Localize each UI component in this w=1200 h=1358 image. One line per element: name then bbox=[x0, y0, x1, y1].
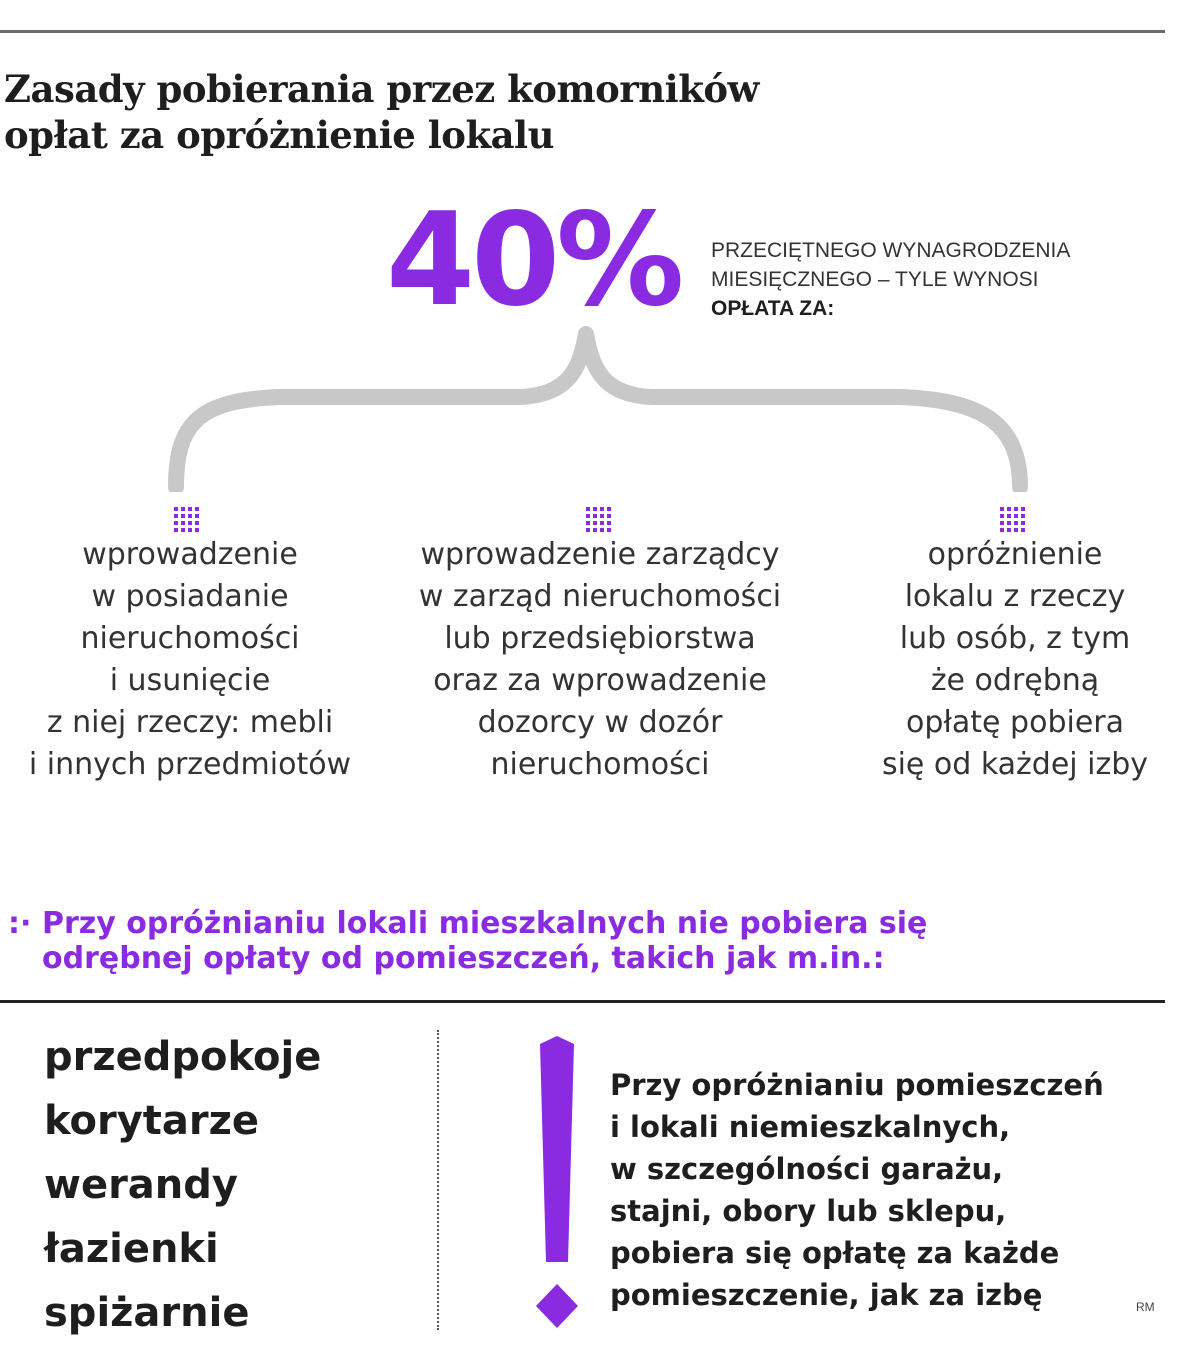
warning-line: pobiera się opłatę za każde bbox=[610, 1236, 1060, 1270]
residential-note bbox=[8, 906, 1158, 976]
column-line: z niej rzeczy: mebli bbox=[46, 705, 334, 740]
headline-percent: 40% bbox=[386, 186, 681, 335]
list-item: werandy bbox=[44, 1162, 238, 1208]
column-line: i innych przedmiotów bbox=[28, 747, 352, 782]
column-line: wprowadzenie zarządcy bbox=[420, 537, 780, 572]
fee-column-1 bbox=[0, 534, 380, 786]
headline-desc-line-2: MIESIĘCZNEGO – TYLE WYNOSI bbox=[711, 268, 1039, 291]
fee-column-2 bbox=[390, 534, 810, 786]
column-line: oraz za wprowadzenie bbox=[433, 663, 767, 698]
column-line: i usunięcie bbox=[109, 663, 271, 698]
warning-line: w szczególności garażu, bbox=[610, 1152, 1004, 1186]
dotted-divider bbox=[437, 1030, 439, 1330]
column-line: nieruchomości bbox=[80, 621, 300, 656]
page-title bbox=[4, 66, 904, 158]
section-divider bbox=[0, 1000, 1165, 1003]
column-line: się od każdej izby bbox=[881, 747, 1149, 782]
list-item: przedpokoje bbox=[44, 1034, 322, 1080]
non-residential-warning bbox=[610, 1064, 1170, 1316]
warning-line: pomieszczenie, jak za izbę bbox=[610, 1278, 1043, 1312]
list-item: korytarze bbox=[44, 1098, 260, 1144]
column-line: że odrębną bbox=[930, 663, 1100, 698]
column-line: w posiadanie bbox=[91, 579, 289, 614]
column-line: nieruchomości bbox=[490, 747, 710, 782]
headline-desc-line-3: OPŁATA ZA: bbox=[711, 297, 835, 320]
warning-line: i lokali niemieszkalnych, bbox=[610, 1110, 1011, 1144]
column-line: wprowadzenie bbox=[82, 537, 298, 572]
note-line-1: Przy opróżnianiu lokali mieszkalnych nie pobiera się bbox=[42, 906, 928, 941]
list-item: łazienki bbox=[44, 1226, 219, 1272]
rooms-list bbox=[44, 1025, 321, 1345]
column-line: w zarząd nieruchomości bbox=[418, 579, 782, 614]
headline-desc-line-1: PRZECIĘTNEGO WYNAGRODZENIA bbox=[711, 239, 1071, 262]
column-line: opłatę pobiera bbox=[905, 705, 1124, 740]
column-line: opróżnienie bbox=[927, 537, 1103, 572]
column-line: lokalu z rzeczy bbox=[904, 579, 1126, 614]
column-line: dozorcy w dozór bbox=[477, 705, 723, 740]
list-item: spiżarnie bbox=[44, 1290, 250, 1336]
title-line-1: Zasady pobierania przez komorników bbox=[4, 67, 759, 111]
dots-arrow-icon: :· bbox=[8, 906, 32, 941]
warning-line: stajni, obory lub sklepu, bbox=[610, 1194, 1007, 1228]
note-line-2: odrębnej opłaty od pomieszczeń, takich jak m.in.: bbox=[42, 941, 885, 976]
top-rule bbox=[0, 30, 1165, 33]
curly-brace-icon bbox=[160, 322, 1040, 492]
dot-grid-icon bbox=[998, 505, 1026, 533]
dot-grid-icon bbox=[172, 505, 200, 533]
author-credit: RM bbox=[1136, 1300, 1155, 1314]
fee-column-3 bbox=[860, 534, 1170, 786]
title-line-2: opłat za opróżnienie lokalu bbox=[4, 113, 555, 157]
warning-line: Przy opróżnianiu pomieszczeń bbox=[610, 1068, 1104, 1102]
exclamation-icon bbox=[530, 1034, 584, 1334]
column-line: lub przedsiębiorstwa bbox=[444, 621, 756, 656]
dot-grid-icon bbox=[584, 505, 612, 533]
headline-description bbox=[711, 236, 1181, 323]
column-line: lub osób, z tym bbox=[899, 621, 1131, 656]
